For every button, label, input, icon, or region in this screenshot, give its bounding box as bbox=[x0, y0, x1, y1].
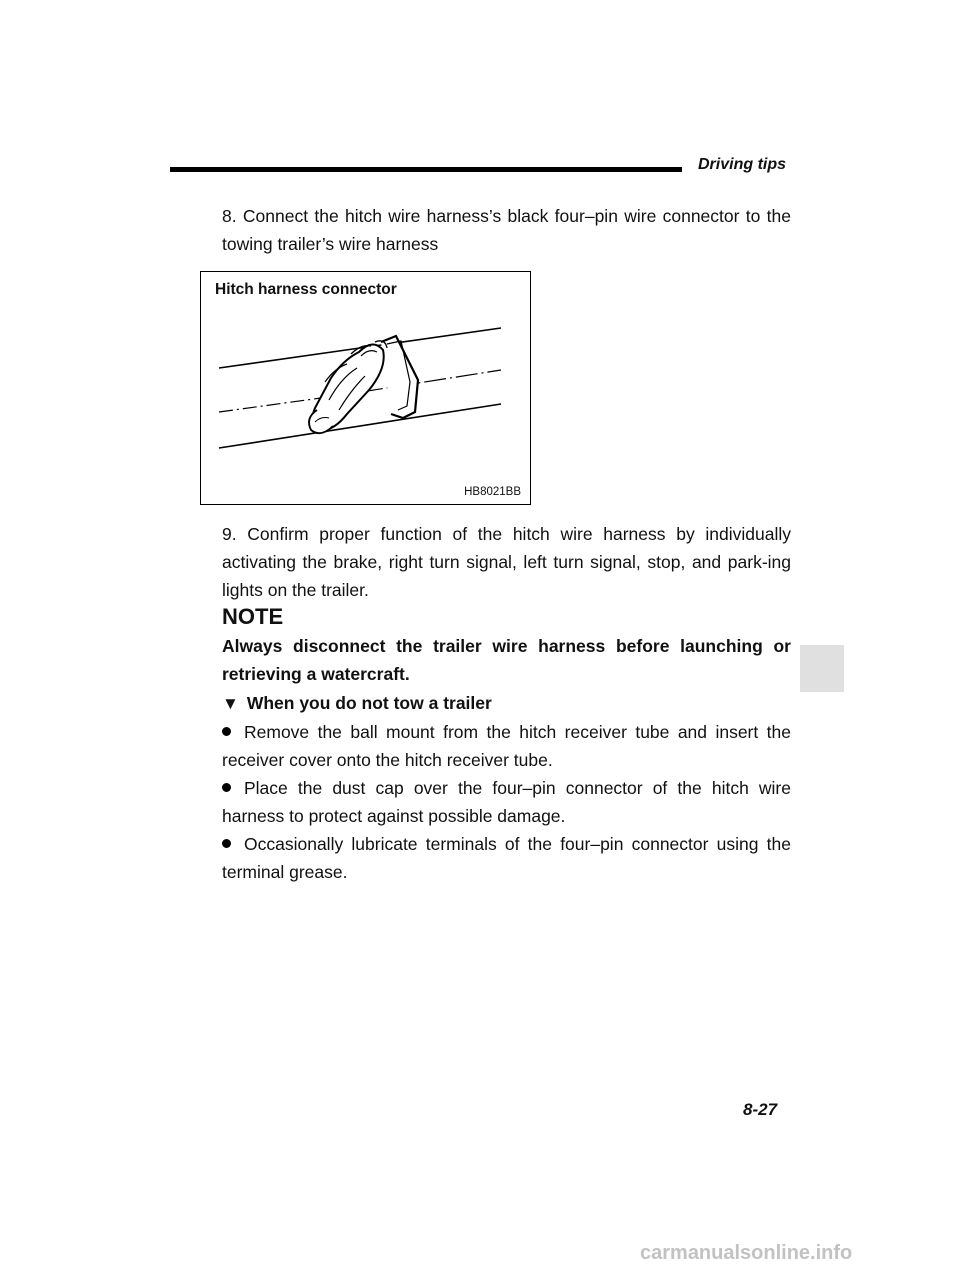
header-rule bbox=[170, 167, 682, 172]
note-heading: NOTE bbox=[222, 604, 284, 629]
bullet-icon bbox=[222, 783, 231, 792]
bullet-text: Occasionally lubricate terminals of the four–pin connector using the terminal grease. bbox=[222, 834, 791, 882]
hitch-harness-figure bbox=[200, 271, 531, 505]
bullet-text: Place the dust cap over the four–pin connector of the hitch wire harness to protect against possible damage. bbox=[222, 778, 791, 826]
list-item bbox=[222, 718, 791, 774]
figure-caption: Hitch harness connector bbox=[215, 281, 397, 298]
watermark: carmanualsonline.info bbox=[640, 1242, 853, 1264]
page-number: 8-27 bbox=[743, 1100, 778, 1119]
hitch-connector-illustration bbox=[201, 272, 532, 506]
step-8-text: 8. Connect the hitch wire harness’s black four–pin wire connector to the towing trailer’s wire harness bbox=[222, 206, 791, 254]
bullet-text: Remove the ball mount from the hitch receiver tube and insert the receiver cover onto the hitch receiver tube. bbox=[222, 722, 791, 770]
bullet-icon bbox=[222, 839, 231, 848]
figure-code: HB8021BB bbox=[464, 486, 521, 498]
list-item bbox=[222, 774, 791, 830]
bullet-list bbox=[222, 718, 791, 886]
section-heading bbox=[222, 693, 492, 714]
bullet-icon bbox=[222, 727, 231, 736]
section-title: Driving tips bbox=[698, 156, 787, 173]
section-heading-text: When you do not tow a trailer bbox=[246, 693, 492, 713]
triangle-marker-icon: ▼ bbox=[222, 694, 239, 713]
chapter-side-tab bbox=[800, 645, 844, 692]
note-body: Always disconnect the trailer wire harness before launching or retrieving a watercraft. bbox=[222, 636, 791, 684]
step-9-text: 9. Confirm proper function of the hitch wire harness by individually activating the brake, right turn signal, left turn signal, stop, and park-ing lights on the trailer. bbox=[222, 524, 791, 600]
list-item bbox=[222, 830, 791, 886]
